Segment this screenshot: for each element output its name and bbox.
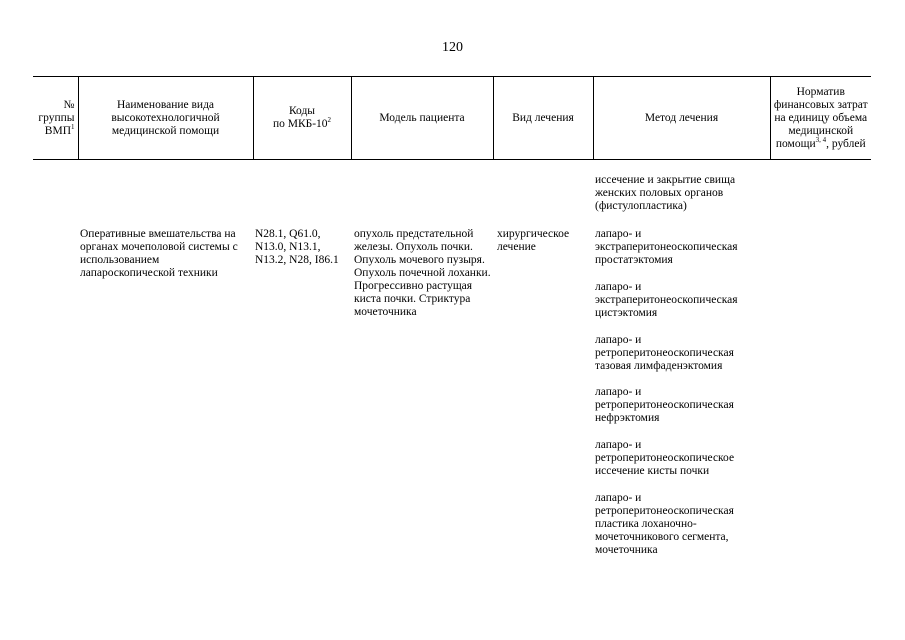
norm-suffix: , рублей [826, 137, 866, 150]
codes-line1: Коды [288, 105, 316, 117]
method-item-5: лапаро- и ретроперитонеоскопическое иссечение кисты почки [595, 439, 735, 477]
table-header [33, 76, 871, 160]
column-header-name-text: Наименование вида высокотехнологичной медицинской помощи [111, 98, 220, 137]
group-number-line2: группы [38, 111, 75, 124]
method-item-3: лапаро- и ретроперитонеоскопическая тазовая лимфаденэктомия [595, 334, 734, 372]
footnote-mark: 2 [327, 116, 332, 125]
group-number-line3: ВМП [44, 124, 71, 137]
page-number: 120 [442, 40, 463, 55]
prev-method-item: иссечение и закрытие свища женских половых органов (фистулопластика) [595, 174, 736, 212]
method-item-2: лапаро- и экстраперитонеоскопическая цистэктомия [595, 281, 738, 319]
norm-text: Норматив финансовых затрат на единицу объема медицинской помощи [773, 85, 868, 150]
footnote-mark: 1 [71, 122, 75, 131]
column-header-model [351, 77, 493, 160]
column-header-model-text: Модель пациента [379, 111, 465, 124]
codes-line2: по МКБ-10 [272, 118, 328, 130]
column-header-name [78, 77, 253, 160]
column-header-treatment-type [493, 77, 593, 160]
method-item-1: лапаро- и экстраперитонеоскопическая простатэктомия [595, 228, 738, 266]
column-header-group-number [33, 77, 78, 160]
column-header-codes [253, 77, 351, 160]
column-header-norm [770, 77, 871, 160]
row-model-cell: опухоль предстательной железы. Опухоль почки. Опухоль мочевого пузыря. Опухоль почечной лоханки. Прогрессивно растущая киста почки. Стриктура мочеточника [354, 228, 491, 318]
column-header-treatment-type-text: Вид лечения [512, 111, 574, 124]
column-header-method-text: Метод лечения [644, 111, 719, 124]
row-name-cell: Оперативные вмешательства на органах мочеполовой системы с использованием лапароскопической техники [80, 228, 238, 279]
row-codes-cell: N28.1, Q61.0, N13.0, N13.1, N13.2, N28, I86.1 [255, 228, 339, 266]
column-header-method [593, 77, 770, 160]
method-item-6: лапаро- и ретроперитонеоскопическая пластика лоханочно-мочеточникового сегмента, мочеточника [595, 492, 734, 556]
row-treatment-type-cell: хирургическое лечение [497, 228, 570, 253]
footnote-mark: 3, 4 [815, 135, 827, 144]
method-item-4: лапаро- и ретроперитонеоскопическая нефрэктомия [595, 386, 734, 424]
group-number-line1: № [63, 98, 75, 111]
